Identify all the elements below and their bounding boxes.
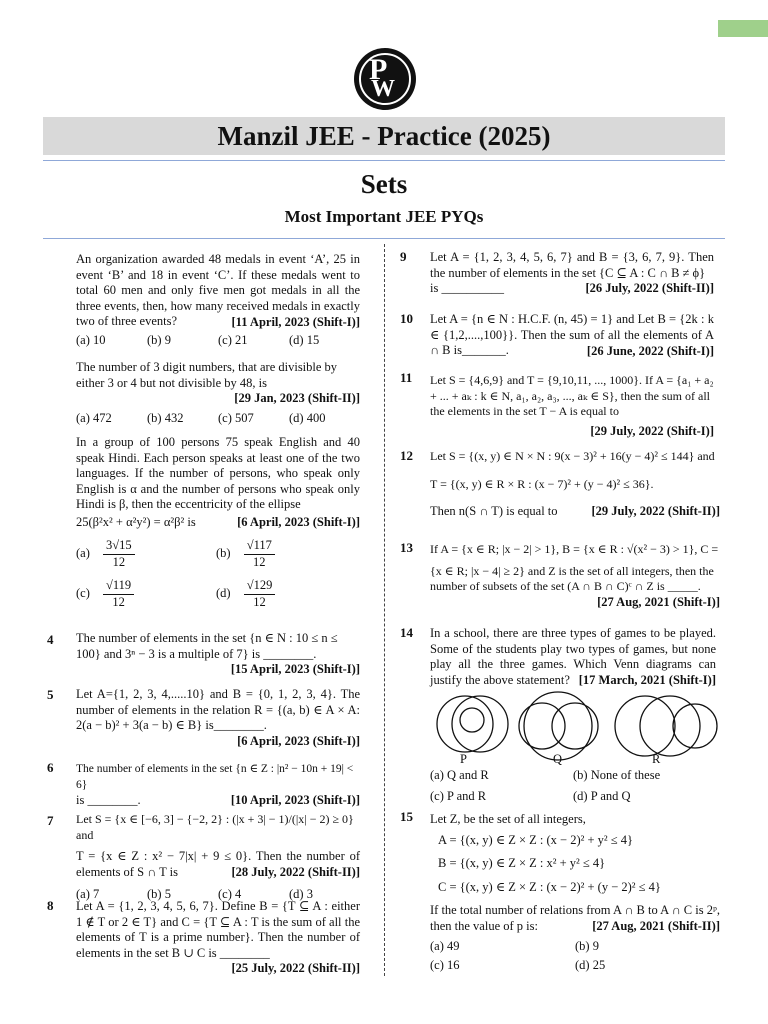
ellipse-equation: 25(β²x² + α²y²) = α²β² is <box>76 514 196 529</box>
question-number: 7 <box>47 813 54 828</box>
question-text-cont: T = {(x, y) ∈ R × R : (x − 7)² + (y − 4)² ≤ 36}. <box>430 476 654 491</box>
question-text: Let S = {(x, y) ∈ N × N : 9(x − 3)² + 16(y − 4)² ≤ 144} and <box>430 449 715 463</box>
question-8 <box>76 899 360 977</box>
question-text: The number of elements in the set {n ∈ N : 10 ≤ n ≤ 100} and 3ⁿ − 3 is a multiple of 7} is ________. <box>76 631 338 661</box>
question-3 <box>76 435 360 610</box>
question-2 <box>76 360 360 426</box>
question-text: Let A = {1, 2, 3, 4, 5, 6, 7}. Define B = {T ⊆ A : either 1 ∉ T or 2 ∈ T} and C = {T ⊆ A : T is the sum of all the elements of T is a prime number}. Then the number of elements in the set B ∪ C is ________ <box>76 899 360 960</box>
option-c[interactable]: (c) 21 <box>218 333 248 347</box>
option-d[interactable]: (d) P and Q <box>573 788 631 803</box>
option-b[interactable]: (b) 5 <box>147 886 171 901</box>
question-text-cont: T = {x ∈ Z : x² − 7|x| + 9 ≤ 0}. Then the number of elements of S ∩ T is <box>76 849 360 879</box>
question-number: 13 <box>400 540 413 555</box>
question-text: If A = {x ∈ R; |x − 2| > 1}, B = {x ∈ R : √(x² − 3) > 1}, C = <box>430 542 719 556</box>
question-number: 4 <box>47 632 54 647</box>
question-text: In a group of 100 persons 75 speak English and 40 speak Hindi. Each person speaks at least one of the two languages. If the number of persons, who speak only English is α and the number of persons who speak only Hindi is β, then the eccentricity of the ellipse <box>76 435 360 511</box>
option-d[interactable]: (d) 3 <box>289 886 313 901</box>
venn-label-r: R <box>652 752 661 766</box>
question-number: 10 <box>400 311 413 326</box>
question-source: [11 April, 2023 (Shift-I)] <box>231 314 360 329</box>
option-b[interactable]: (b) 432 <box>147 410 184 425</box>
question-text: Let A = {1, 2, 3, 4, 5, 6, 7} and B = {3, 6, 7, 9}. Then the number of elements in the set {C ⊆ A : C ∩ B ≠ ϕ} <box>430 250 714 280</box>
option-a[interactable]: (a) 49 <box>430 938 460 953</box>
venn-label-p: P <box>460 752 467 766</box>
question-source: [28 July, 2022 (Shift-II)] <box>231 865 360 879</box>
option-b[interactable]: (b) 9 <box>575 938 599 953</box>
question-text: The number of 3 digit numbers, that are divisible by either 3 or 4 but not divisible by 48, is <box>76 360 338 390</box>
question-text: Let A = {n ∈ N : H.C.F. (n, 45) = 1} and Let B = {2k : k ∈ {1,2,....,100}}. Then the sum of all the elements of A ∩ B is_______. <box>430 312 714 357</box>
question-source: [6 April, 2023 (Shift-I)] <box>237 733 360 748</box>
venn-label-q: Q <box>553 752 563 766</box>
question-14 <box>430 626 716 689</box>
option-c[interactable]: (c) 16 <box>430 958 460 972</box>
question-source: [27 Aug, 2021 (Shift-I)] <box>597 594 720 609</box>
question-source: [25 July, 2022 (Shift-II)] <box>231 961 360 975</box>
question-7 <box>76 812 360 902</box>
pw-logo: P W <box>354 48 416 110</box>
option-b[interactable]: (b) 9 <box>147 333 171 347</box>
question-text: Let S = {4,6,9} and T = {9,10,11, ..., 1000}. If A = {a₁ + a₂ + ... + aₖ : k ∈ N, a₁, a₂, a₃, ..., aₖ ∈ S}, then the sum of all the elements in the set T − A is equal to <box>430 373 714 418</box>
question-text-cont: is __________ <box>430 281 504 295</box>
question-13 <box>430 542 720 610</box>
question-number: 5 <box>47 687 54 702</box>
option-c[interactable]: (c) 4 <box>218 886 242 901</box>
venn-diagram-p <box>437 696 508 752</box>
question-9 <box>430 250 714 297</box>
question-text: Let S = {x ∈ [−6, 3] − {−2, 2} : (|x + 3| − 1)/(|x| − 2) ≥ 0} and <box>76 812 354 842</box>
question-source: [6 April, 2023 (Shift-I)] <box>237 514 360 529</box>
question-text-cont: Then n(S ∩ T) is equal to <box>430 504 558 518</box>
question-1 <box>76 252 360 349</box>
question-source: [17 March, 2021 (Shift-I)] <box>578 673 716 687</box>
option-d[interactable]: (d) $\frac{√129}{12}$ <box>216 578 275 610</box>
question-6 <box>76 762 360 809</box>
question-number: 8 <box>47 898 54 913</box>
option-a[interactable]: (a) $\frac{3√15}{12}$ <box>76 538 216 570</box>
question-source: [27 Aug, 2021 (Shift-II)] <box>592 919 720 933</box>
venn-labels <box>430 752 716 768</box>
page-subtitle: Most Important JEE PYQs <box>284 207 484 226</box>
question-number: 14 <box>400 625 413 640</box>
question-15 <box>430 812 720 974</box>
option-a[interactable]: (a) 10 <box>76 333 106 347</box>
option-c[interactable]: (c) P and R <box>430 788 487 803</box>
question-10 <box>430 312 714 359</box>
question-source: [10 April, 2023 (Shift-I)] <box>230 793 360 807</box>
option-b[interactable]: (b) $\frac{√117}{12}$ <box>216 538 275 570</box>
option-a[interactable]: (a) 7 <box>76 886 100 901</box>
question-text-cont: {x ∈ R; |x − 4| ≥ 2} and Z is the set of all integers, then the number of subsets of the set (A ∩ B ∩ C)ᶜ ∩ Z is _____. <box>430 563 714 593</box>
question-text: The number of elements in the set {n ∈ Z : |n² − 10n + 19| < 6} <box>76 763 354 791</box>
question-source: [29 July, 2022 (Shift-I)] <box>590 423 714 438</box>
question-text: Let A={1, 2, 3, 4,.....10} and B = {0, 1, 2, 3, 4}. The number of elements in the relation R = {(a, b) ∈ A × A: 2(a − b)² + 3(a − b) ∈ B} is________. <box>76 687 360 732</box>
option-d[interactable]: (d) 25 <box>575 958 606 972</box>
banner-title: Manzil JEE - Practice (2025) <box>43 117 725 155</box>
question-source: [26 July, 2022 (Shift-II)] <box>585 281 714 295</box>
question-source: [15 April, 2023 (Shift-I)] <box>230 662 360 676</box>
question-source: [26 June, 2022 (Shift-I)] <box>586 343 714 358</box>
option-d[interactable]: (d) 400 <box>289 410 326 425</box>
divider <box>43 160 725 161</box>
question-text-cont: If the total number of relations from A ∩ B to A ∩ C is 2ᵖ, then the value of p is: <box>430 903 720 933</box>
set-a: A = {(x, y) ∈ Z × Z : (x − 2)² + y² ≤ 4} <box>438 832 634 847</box>
question-source: [29 July, 2022 (Shift-II)] <box>591 504 720 518</box>
question-number: 11 <box>400 370 413 385</box>
q14-options <box>430 768 716 804</box>
options <box>76 411 360 427</box>
option-b[interactable]: (b) None of these <box>573 768 661 782</box>
column-divider <box>384 244 385 976</box>
question-number: 6 <box>47 760 54 775</box>
question-text: Let Z, be the set of all integers, <box>430 812 586 826</box>
set-b: B = {(x, y) ∈ Z × Z : x² + y² ≤ 4} <box>438 856 606 870</box>
venn-diagram-r <box>615 696 717 756</box>
options <box>76 333 360 349</box>
question-text-cont: is ________. <box>76 793 141 807</box>
option-c[interactable]: (c) $\frac{√119}{12}$ <box>76 578 216 610</box>
divider <box>43 238 725 239</box>
question-text: In a school, there are three types of games to be played. Some of the students play two types of games, but none play all the three games. Which Venn diagrams can justify the above statement? <box>430 626 716 687</box>
option-c[interactable]: (c) 507 <box>218 410 254 425</box>
set-c: C = {(x, y) ∈ Z × Z : (x − 2)² + (y − 2)² ≤ 4} <box>438 879 661 894</box>
question-number: 12 <box>400 448 413 463</box>
question-text: An organization awarded 48 medals in event ‘A’, 25 in event ‘B’ and 18 in event ‘C’. If these medals went to total 60 men and only five men got medals in all the three events, then, how many received medals in exactly two of three events? <box>76 252 360 328</box>
venn-diagram-q <box>519 692 598 760</box>
question-number: 15 <box>400 809 413 824</box>
question-4 <box>76 631 360 678</box>
corner-tab <box>718 20 768 37</box>
question-number: 9 <box>400 249 407 264</box>
option-d[interactable]: (d) 15 <box>289 333 320 347</box>
question-11 <box>430 373 714 439</box>
page-title: Sets <box>360 169 408 199</box>
option-a[interactable]: (a) Q and R <box>430 768 489 782</box>
question-5 <box>76 687 360 749</box>
question-12 <box>430 449 720 520</box>
question-source: [29 Jan, 2023 (Shift-II)] <box>234 391 360 405</box>
option-a[interactable]: (a) 472 <box>76 410 112 425</box>
